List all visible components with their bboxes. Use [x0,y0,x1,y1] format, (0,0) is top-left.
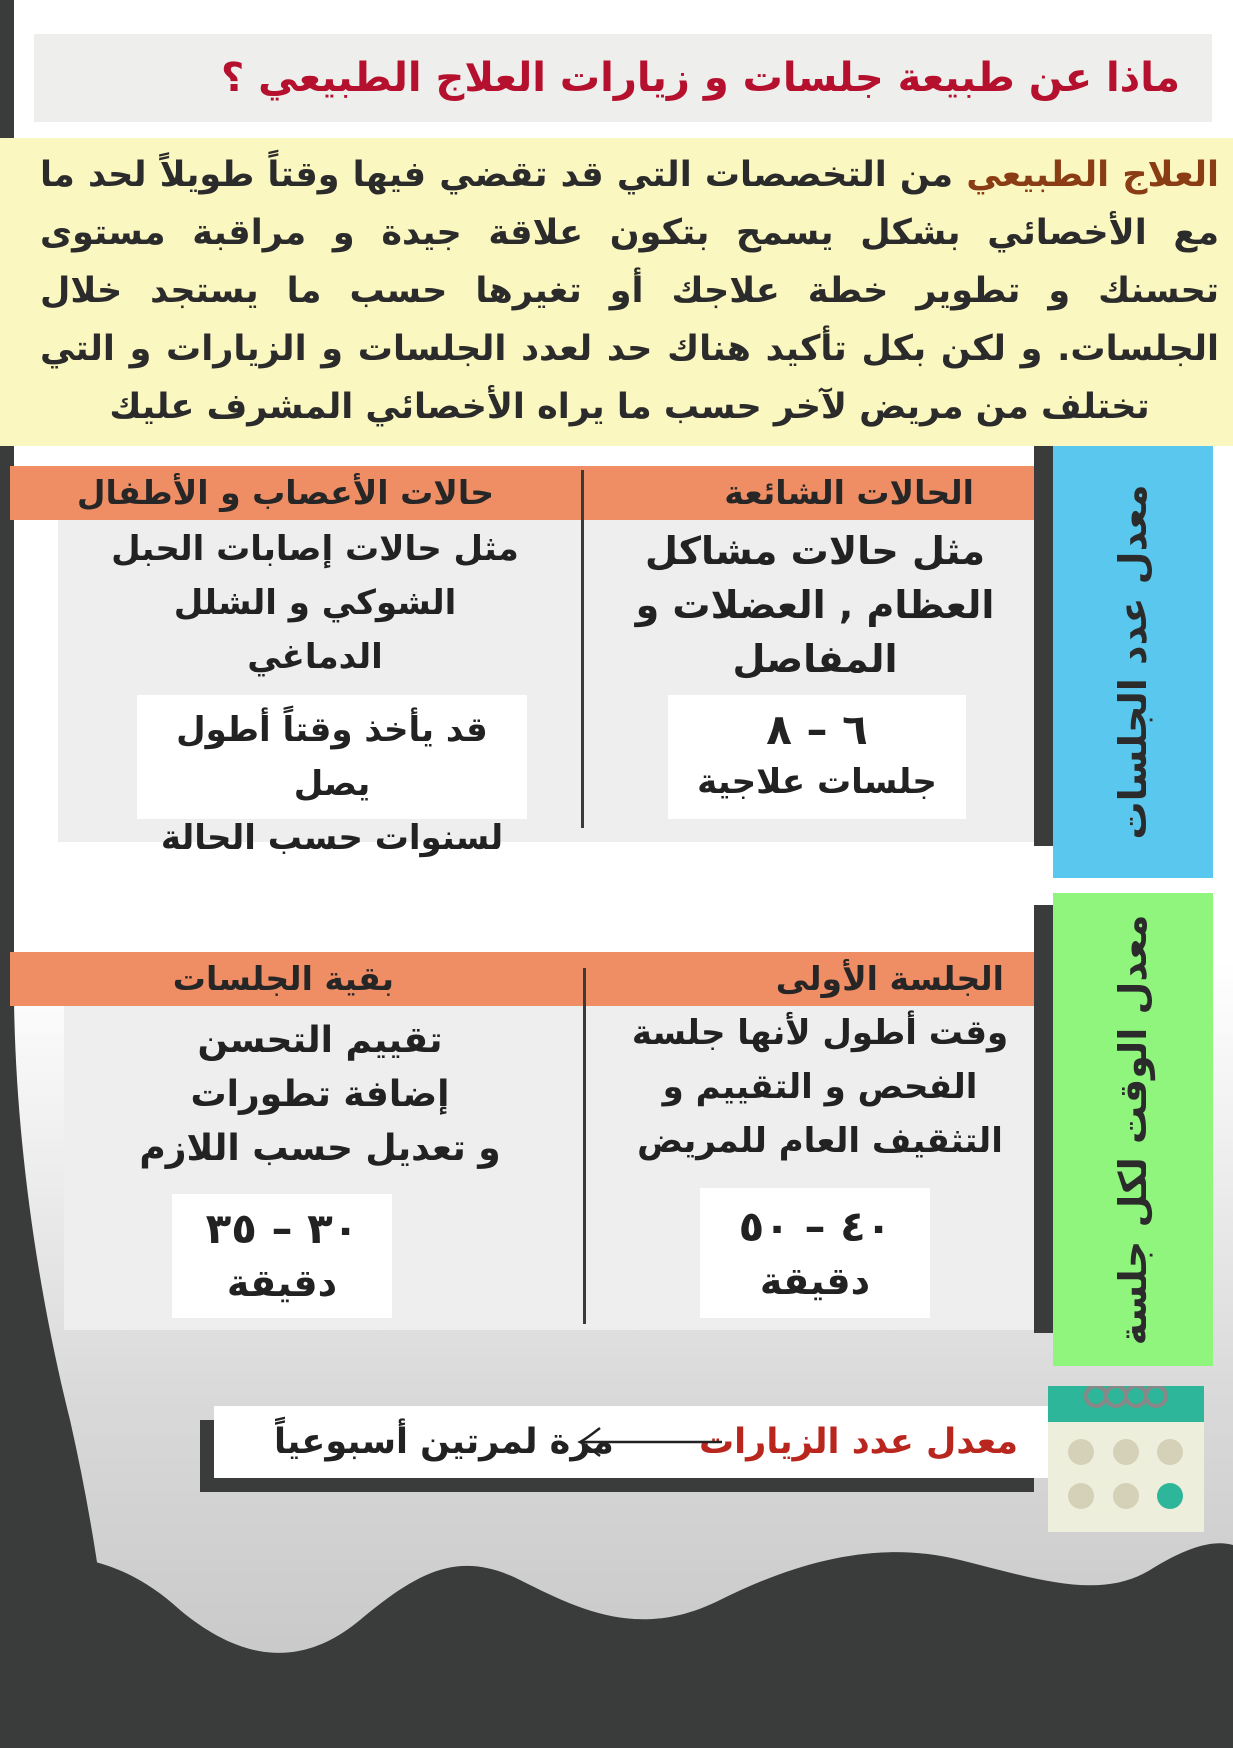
visits-label: معدل عدد الزيارات [699,1422,1018,1462]
first-session-desc: وقت أطول لأنها جلسة الفحص و التقييم و التثقيف العام للمريض [631,1013,1009,1161]
first-session-header: الجلسة الأولى [775,959,1004,998]
page-title: ماذا عن طبيعة جلسات و زيارات العلاج الطبيعي ؟ [221,55,1180,101]
visits-bar [214,1406,1048,1478]
title-banner [34,34,1212,122]
calendar-icon [1048,1386,1204,1532]
intro-text: من التخصصات التي قد تقضي فيها وقتاً طويلاً لحد ما مع الأخصائي بشكل يسمح بتكون علاقة جيدة و مراقبة مستوى تحسنك و تطوير خطة علاجك أو تغيرها حسب ما يستجد خلال الجلسات. و لكن بكل تأكيد هناك حد لعدد الجلسات و الزيارات و التي تختلف من مريض لآخر حسب ما يراه الأخصائي المشرف عليك [40,155,1219,427]
common-cases-desc: مثل حالات مشاكل العظام , العضلات و المفاصل [635,529,995,681]
rest-sessions-unit: دقيقة [226,1261,338,1305]
column-divider [583,968,586,1324]
intro-paragraph [0,138,1233,446]
common-cases-value: ٦ – ٨ [766,705,868,754]
neuro-cases-note-box [137,695,527,858]
intro-highlight: العلاج الطبيعي [966,155,1220,195]
first-session-value: ٤٠ – ٥٠ [738,1202,892,1251]
first-session-value-box [700,1188,930,1318]
visits-value: مرة لمرتين أسبوعياً [274,1422,614,1462]
common-cases-unit: جلسات علاجية [697,762,937,802]
rest-sessions-desc: تقييم التحسن إضافة تطورات و تعديل حسب اللازم [139,1020,501,1169]
sessions-count-header-bar [10,466,1034,520]
rest-sessions-value: ٣٠ – ٣٥ [205,1204,359,1253]
neuro-cases-note: قد يأخذ وقتاً أطول يصل لسنوات حسب الحالة [160,710,504,858]
sessions-count-tab [1053,446,1213,878]
neuro-cases-desc: مثل حالات إصابات الحبل الشوكي و الشلل الدماغي [111,529,519,677]
sessions-count-label: معدل عدد الجلسات [1111,484,1155,840]
common-cases-header: الحالات الشائعة [724,473,974,512]
rest-sessions-header: بقية الجلسات [172,959,394,998]
first-session-unit: دقيقة [759,1259,871,1303]
session-time-label: معدل الوقت لكل جلسة [1111,914,1155,1345]
neuro-cases-header: حالات الأعصاب و الأطفال [76,473,494,512]
tab-shadow-bar [1034,446,1053,846]
tab-shadow-bar [1034,905,1053,1333]
common-cases-value-box [668,695,966,819]
column-divider [581,470,584,828]
session-time-header-bar [10,952,1034,1006]
rest-sessions-value-box [172,1194,392,1318]
session-time-tab [1053,893,1213,1366]
calendar-drawing [1048,1386,1204,1532]
